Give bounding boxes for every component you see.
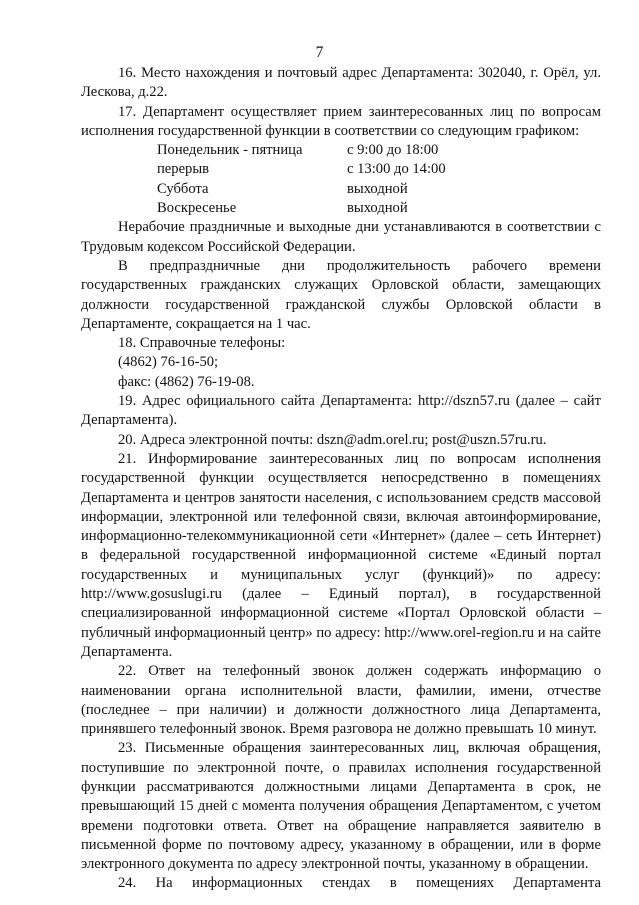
fax-number: факс: (4862) 76-19-08. bbox=[118, 373, 255, 390]
paragraph-23: 23. Письменные обращения заинтересованных лиц, включая обращения, поступившие по электронной почте, о правилах исполнения государственной функции рассматриваются должностными лицами Департамента в срок, не превышающий 15 дней с момента получения обращения Департаментом, с учетом времени подготовки ответа. Ответ на обращение направляется заявителю в письменной форме по почтовому адресу, указанному в обращении, или в форме электронного документа по адресу электронной почты, указанному в обращении. bbox=[81, 740, 601, 873]
schedule-row bbox=[157, 160, 601, 179]
paragraph-18: 18. Справочные телефоны: bbox=[118, 335, 286, 352]
paragraph-17-preholiday: В предпраздничные дни продолжительность рабочего времени государственных гражданских служащих Орловской области, замещающих должности государственной гражданской службы Орловской области в Департаменте, сокращается на 1 час. bbox=[81, 257, 601, 332]
schedule-time: выходной bbox=[347, 180, 408, 197]
paragraph-21: 21. Информирование заинтересованных лиц по вопросам исполнения государственной функции осуществляется непосредственно в помещениях Департамента и центров занятости населения, с использованием средств массовой информации, электронной или телефонной связи, включая автоинформирование, информационно-телекоммуникационной сети «Интернет» (далее – сеть Интернет) в федеральной государственной информационной системе «Единый портал государственных и муниципальных услуг (функций)» по адресу: http://www.gosuslugi.ru (далее – Единый портал), в государственной специализированной информационной системе «Портал Орловской области – публичный информационный центр» по адресу: http://www.orel-region.ru и на сайте Департамента. bbox=[81, 450, 601, 660]
schedule-row bbox=[157, 180, 601, 199]
schedule-table bbox=[81, 141, 601, 218]
schedule-day: Суббота bbox=[157, 180, 209, 197]
paragraph-17: 17. Департамент осуществляет прием заинтересованных лиц по вопросам исполнения государственной функции в соответствии со следующим графиком: bbox=[81, 103, 601, 139]
paragraph-22: 22. Ответ на телефонный звонок должен содержать информацию о наименовании органа исполнительной власти, фамилии, имени, отчестве (последнее – при наличии) и должности должностного лица Департамента, принявшего телефонный звонок. Время разговора не должно превышать 10 минут. bbox=[81, 663, 601, 738]
page-number: 7 bbox=[315, 44, 324, 61]
schedule-row bbox=[157, 199, 601, 218]
schedule-time: выходной bbox=[347, 200, 408, 217]
paragraph-20: 20. Адреса электронной почты: dszn@adm.orel.ru; post@uszn.57ru.ru. bbox=[118, 431, 547, 448]
schedule-time: с 13:00 до 14:00 bbox=[347, 161, 446, 178]
paragraph-17-holidays: Нерабочие праздничные и выходные дни устанавливаются в соответствии с Трудовым кодексом Российской Федерации. bbox=[81, 219, 601, 255]
document-body bbox=[81, 64, 601, 894]
schedule-day: Понедельник - пятница bbox=[157, 142, 303, 159]
paragraph-16: 16. Место нахождения и почтовый адрес Департамента: 302040, г. Орёл, ул. Лескова, д.22. bbox=[81, 65, 601, 101]
schedule-day: Воскресенье bbox=[157, 200, 237, 217]
phone-number: (4862) 76-16-50; bbox=[118, 354, 219, 371]
paragraph-19: 19. Адрес официального сайта Департамента: http://dszn57.ru (далее – сайт Департамента). bbox=[81, 393, 601, 429]
schedule-row bbox=[157, 141, 601, 160]
paragraph-24: 24. На информационных стендах в помещениях Департамента bbox=[118, 875, 601, 892]
schedule-day: перерыв bbox=[157, 161, 210, 178]
schedule-time: с 9:00 до 18:00 bbox=[347, 142, 439, 159]
